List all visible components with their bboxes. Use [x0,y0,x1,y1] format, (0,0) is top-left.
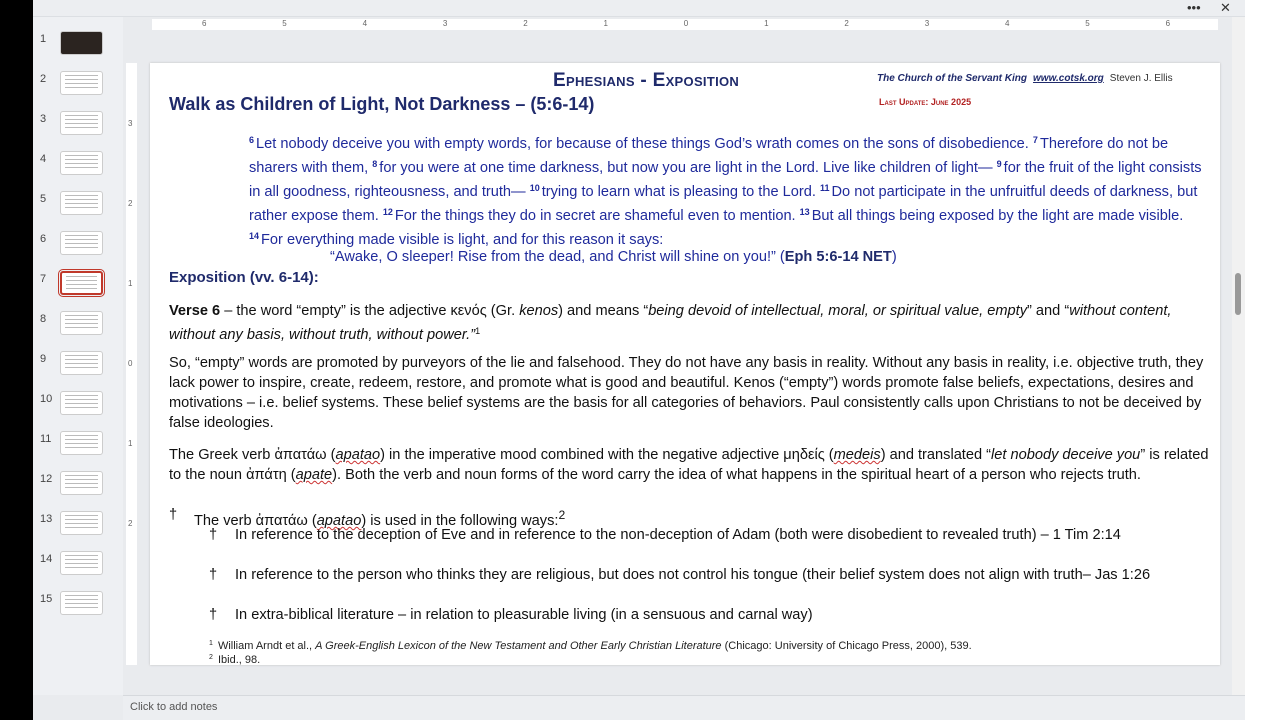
scrollbar-thumb[interactable] [1235,273,1241,315]
vertical-ruler [126,63,137,665]
slide-number: 4 [40,153,47,165]
ruler-mark: 1 [603,19,608,28]
text-run: medeis [833,447,881,463]
ruler-mark: 2 [128,519,133,528]
ruler-mark: 0 [128,359,133,368]
slide-number: 3 [40,113,47,125]
footnote-1 [209,640,972,652]
verse-text: Let nobody deceive you with empty words, for because of these things God’s wrath comes on the sons of disobedience. [256,136,1033,152]
ruler-mark: 1 [128,439,133,448]
sub-bullet: In extra-biblical literature – in relation to pleasurable living (in a sensuous and carnal way) [235,607,813,623]
slide-number: 12 [40,473,53,485]
text-run: ) and translated “ [880,447,992,463]
ruler-mark: 1 [764,19,769,28]
quote-close: ) [891,249,897,265]
slide-preview[interactable] [60,431,103,455]
verse-number: 11 [819,183,830,193]
slide-number: 6 [40,233,47,245]
slide-thumbnail-2[interactable] [33,63,123,99]
quote-text: “Awake, O sleeper! Rise from the dead, and Christ will shine on you!” ( [330,249,785,265]
verse-text: for you were at one time darkness, but now you are light in the Lord. Live like children of light— [379,160,997,176]
sub-bullet-symbol: † [209,607,218,623]
verse-number: 14 [249,231,260,241]
text-run: The Greek verb ἀπατάω ( [169,447,336,463]
slide-thumbnail-7[interactable] [33,263,123,299]
slide-canvas[interactable] [150,63,1220,665]
text-run: ) is used in the following ways: [361,512,559,529]
sub-bullet: In reference to the person who thinks they are religious, but does not control his tongue (their belief system does not align with truth– Jas 1:26 [235,567,1151,583]
verse-number: 12 [382,207,393,217]
text-run: ) and means “ [558,303,649,319]
church-name: The Church of the Servant King [877,73,1028,84]
slide-number: 5 [40,193,47,205]
last-update: Last Update: June 2025 [879,97,972,107]
text-run: ) in the imperative mood combined with the negative adjective μηδείς ( [380,447,834,463]
slide-preview[interactable] [60,191,103,215]
text-run: Ibid., 98. [214,654,261,665]
slide-preview[interactable] [60,271,103,295]
horizontal-ruler [152,19,1218,30]
ruler-mark: 3 [924,19,930,28]
slide-preview[interactable] [60,551,103,575]
ruler-mark: 4 [1005,19,1010,28]
sub-bullet: In reference to the deception of Eve and in reference to the non-deception of Adam (both were disobedient to revealed truth) – 1 Tim 2:14 [235,527,1121,543]
verse-text: For the things they do in secret are shameful even to mention. [394,208,800,224]
text-run: ” is related to the noun ἀπάτη ( [169,447,1209,483]
slide-number: 8 [40,313,47,325]
church-url-link[interactable]: www.cotsk.org [1033,73,1104,84]
verse-number: 9 [996,159,1002,169]
text-run: 2 [209,654,213,661]
slide-number: 2 [40,73,47,85]
slide-number: 9 [40,353,47,365]
text-run: – the word “empty” is the adjective κενός (Gr. [220,303,520,319]
church-header [877,73,1173,84]
exposition-title: Exposition (vv. 6-14): [169,269,319,286]
text-run: Verse 6 [169,303,221,319]
slide-number: 15 [40,593,53,605]
slide-number: 10 [40,393,53,405]
slide-thumbnail-6[interactable] [33,223,123,259]
notes-pane[interactable] [123,695,1245,720]
slide-number: 14 [40,553,53,565]
ruler-mark: 1 [128,279,133,288]
text-run: apate [295,467,333,483]
text-run: (Chicago: University of Chicago Press, 2000), 539. [721,640,972,652]
ruler-mark: 5 [1085,19,1090,28]
slide-thumbnail-13[interactable] [33,503,123,539]
text-run: without content, without any basis, without truth, without power.” [169,303,1172,343]
more-icon[interactable]: ••• [1187,0,1201,15]
quote-reference: Eph 5:6-14 NET [784,249,892,265]
title-bar [33,0,1280,17]
slide-preview[interactable] [60,151,103,175]
slide-thumbnail-14[interactable] [33,543,123,579]
text-run: ). Both the verb and noun forms of the word carry the idea of what happens in the spiritual heart of a person who rejects truth. [332,467,1141,483]
slide-preview[interactable] [60,471,103,495]
paragraph-greek-verb [169,445,1209,485]
ruler-mark: 4 [362,19,368,28]
slide-preview[interactable] [60,111,103,135]
text-run: The verb ἀπατάω ( [194,512,317,529]
verse-text: But all things being exposed by the light are made visible. [811,208,1184,224]
slide-number: 7 [40,273,47,285]
text-run: let nobody deceive you [991,447,1141,463]
slide-thumbnail-3[interactable] [33,103,123,139]
slide-thumbnail-9[interactable] [33,343,123,379]
slide-thumbnail-11[interactable] [33,423,123,459]
scripture-quote [330,249,897,265]
ruler-mark: 2 [128,199,133,208]
footnote-2 [209,654,260,665]
document-title: Ephesians - Exposition [553,70,740,91]
slide-preview[interactable] [60,511,103,535]
ruler-mark: 0 [683,19,689,28]
slide-thumbnail-5[interactable] [33,183,123,219]
ruler-mark: 3 [442,19,448,28]
slide-thumbnail-12[interactable] [33,463,123,499]
verse-text: trying to learn what is pleasing to the Lord. [541,184,820,200]
slide-thumbnail-8[interactable] [33,303,123,339]
vertical-scrollbar[interactable] [1232,17,1245,695]
sub-bullet-symbol: † [209,567,218,583]
ruler-mark: 6 [202,19,207,28]
slide-preview[interactable] [60,351,103,375]
slide-thumbnail-pane [33,17,123,695]
verse-number: 7 [1032,135,1038,145]
slide-preview[interactable] [60,31,103,55]
paragraph-empty-words [169,353,1209,433]
verse-text: Therefore do not be sharers with them, [249,136,1169,176]
verse-text: for the fruit of the light consists in all goodness, righteousness, and truth— [249,160,1202,200]
text-run: apatao [316,512,362,529]
paragraph-verse6 [169,301,1209,345]
close-icon[interactable]: ✕ [1220,0,1231,15]
slide-preview[interactable] [60,391,103,415]
text-run: 1 [209,640,213,647]
slide-number: 1 [40,33,47,45]
author: Steven J. Ellis [1109,73,1173,84]
bullet-dagger: † [169,507,178,523]
slide-number: 13 [40,513,53,525]
verse-number: 13 [799,207,810,217]
notes-placeholder: Click to add notes [130,701,218,713]
slide-preview[interactable] [60,231,103,255]
verse-number: 6 [249,135,255,145]
text-run: So, “empty” words are promoted by purveyors of the lie and falsehood. They do not have any basis in reality. Without any basis in reality, i.e. objective truth, they lack power to inspire, create, redeem, restore, and promote what is good and beautiful. Kenos (“empty”) words promote false beliefs, expectations, desires and motivations – i.e. belief systems. These belief systems are the basis for all categories of behaviors. Paul consistently calls upon Christians to not be deceived by false ideologies. [169,355,1204,431]
verse-number: 8 [372,159,378,169]
text-run: kenos [519,303,559,319]
verse-text: For everything made visible is light, and for this reason it says: [261,232,664,248]
slide-preview[interactable] [60,311,103,335]
right-margin [1245,0,1280,720]
section-title: Walk as Children of Light, Not Darkness – (5:6-14) [169,94,595,114]
text-run: being devoid of intellectual, moral, or spiritual value, empty [648,303,1028,319]
slide-thumbnail-15[interactable] [33,583,123,619]
slide-thumbnail-10[interactable] [33,383,123,419]
slide-thumbnail-4[interactable] [33,143,123,179]
sub-bullet-symbol: † [209,527,218,543]
slide-number: 11 [40,433,52,445]
slide-thumbnail-1[interactable] [33,23,123,59]
text-run: 1 [475,326,481,336]
ruler-mark: 2 [523,19,528,28]
ruler-mark: 6 [1165,19,1171,28]
verse-text: Do not participate in the unfruitful deeds of darkness, but rather expose them. [249,184,1198,224]
text-run: apatao [335,447,381,463]
slide-preview[interactable] [60,591,103,615]
ruler-mark: 3 [128,119,133,128]
ruler-mark: 5 [282,19,287,28]
screen-border [0,0,33,720]
ruler-mark: 2 [844,19,849,28]
text-run: A Greek-English Lexicon of the New Testament and Other Early Christian Literature [315,640,722,652]
text-run: 2 [558,508,566,522]
scripture-passage [249,130,1209,250]
slide-preview[interactable] [60,71,103,95]
text-run: ” and “ [1027,303,1070,319]
verse-number: 10 [529,183,540,193]
text-run: William Arndt et al., [214,640,316,652]
